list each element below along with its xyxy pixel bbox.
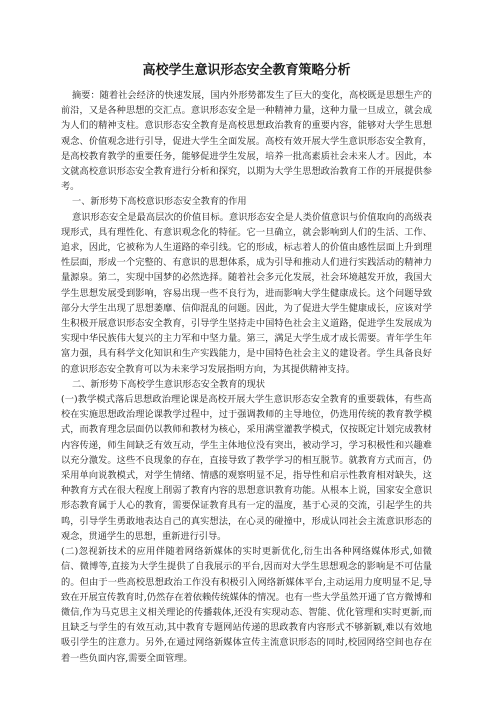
abstract-paragraph: 摘要：随着社会经济的快速发展，国内外形势都发生了巨大的变化，高校既是思想生产的前沿，又是各种思想的交汇点。意识形态安全是一种精神力量，这种力量一旦成立，就会成为人们的精神支柱。意识形态安全教育是高校思想政治教育的重要内容，能够对大学生思想观念、价值观念进行引导，促进大学生全面发展。高校有效开展大学生意识形态安全教育，是高校教育教学的重要任务，能够促进学生发展，培养一批高素质社会未来人才。因此，本文就高校意识形态安全教育进行分析和探究，以期为大学生思想政治教育工作的开展提供参考。 xyxy=(61,90,432,193)
section-2-item-1: (一)教学模式落后思想政治理论课是高校开展大学生意识形态安全教育的重要载体，有些高校在实施思想政治理论课教学过程中，过于强调教师的主导地位，仍选用传统的教育教学模式，而教育理念层面仍以教师和教材为核心，采用满堂灌教学模式，仅按既定计划完成教材内容传递，师生间缺乏有效互动，学生主体地位没有突出，被动学习，学习积极性和兴趣难以充分激发。这些不良现象的存在，直接导致了教学学习的相互脱节。就教育方式而言，仍采用单向说教模式，对学生情绪、情感的观察明显不足，指导性和启示性教育相对缺失，这种教育方式在很大程度上削弱了教育内容的思想意识教育功能。从根本上说，国家安全意识形态教育属于人心的教育，需要保证教育具有一定的温度，基于心灵的交流，引起学生的共鸣，引导学生勇敢地表达自己的真实想法，在心灵的碰撞中，形成认同社会主流意识形态的观念，贯通学生的思想，重新进行引导。 xyxy=(61,394,432,542)
page-title: 高校学生意识形态安全教育策略分析 xyxy=(142,63,351,78)
section-2-item-2: (二)忽视新技术的应用伴随着网络新媒体的实时更新优化,衍生出各种网络媒体形式,如微信、微博等,直接为大学生提供了自我展示的平台,因而对大学生思想观念的影响是不可估量的。但由于一些高校思想政治工作没有积极引入网络新媒体平台,主动运用力度明显不足,导致在开展宣传教育时,仍然存在着依赖传统媒体的情况。也有一些大学虽然开通了官方微博和微信,作为马克思主义相关理论的传播载体,还没有实现动态、智能、优化管理和实时更新,而且缺乏与学生的有效互动,其中教育专题网站传递的思政教育内容形式不够新颖,难以有效地吸引学生的注意力。另外,在通过网络新媒体宣传主流意识形态的同时,校园网络空间也存在着一些负面内容,需要全面管理。 xyxy=(61,546,432,664)
section-1-heading: 一、新形势下高校意识形态安全教育的作用 xyxy=(72,196,247,208)
section-2-heading: 二、新形势下高校学生意识形态安全教育的现状 xyxy=(72,378,265,390)
section-1-body: 意识形态安全是最高层次的价值目标。意识形态安全是人类价值意识与价值取向的高级表现形式，具有理性化、有意识观念化的特征。它一旦确立，就会影响到人们的生活、工作、追求，因此，它被称为人生道路的牵引线。它的形成，标志着人的价值由感性层面上升到理性层面，形成一个完整的、有意识的思想体系，成为引导和推动人们进行实践活动的精神力量源泉。第二，实现中国梦的必然选择。随着社会多元化发展，社会环境越发开放，我国大学生思想发展受到影响，容易出现一些不良行为，进而影响大学生健康成长。这个问题导致部分大学生出现了思想萎靡、信仰混乱的问题。因此，为了促进大学生健康成长，应该对学生积极开展意识形态安全教育，引导学生坚持走中国特色社会主义道路，促进学生发展成为实现中华民族伟大复兴的主力军和中坚力量。第三，满足大学生成才成长需要。青年学生年富力强，具有科学文化知识和生产实践能力，是中国特色社会主义的建设者。学生具备良好的意识形态安全教育可以为未来学习发展指明方向，为其提供精神支持。 xyxy=(61,211,432,375)
